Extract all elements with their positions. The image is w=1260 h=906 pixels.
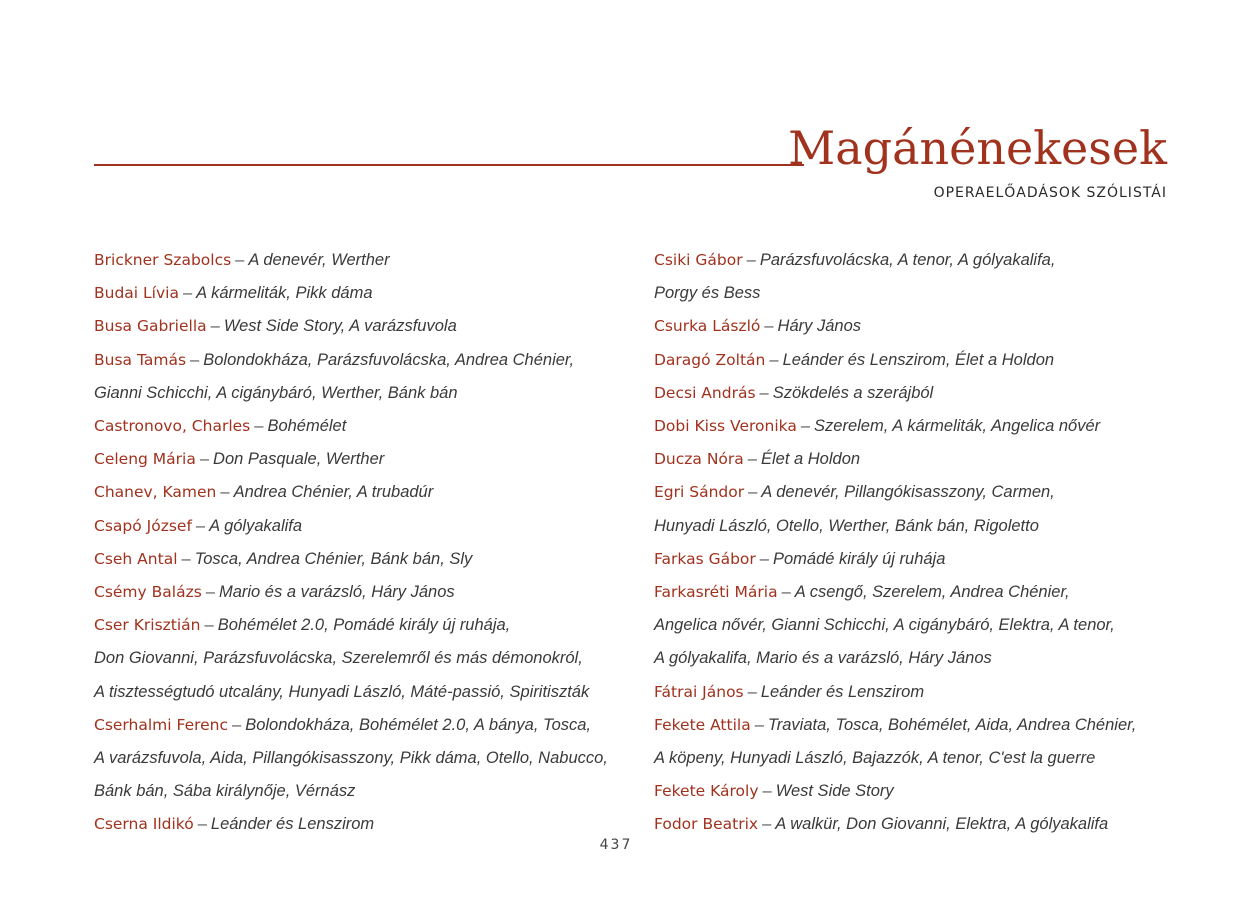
separator-dash: – xyxy=(204,616,214,635)
separator-dash: – xyxy=(747,450,757,469)
list-item xyxy=(94,709,624,742)
works-list: Porgy és Bess xyxy=(654,284,761,303)
list-item xyxy=(654,709,1174,742)
singer-name: Busa Tamás xyxy=(94,350,187,369)
separator-dash: – xyxy=(759,549,769,568)
works-list: Hunyadi László, Otello, Werther, Bánk bán, Rigoletto xyxy=(654,516,1039,535)
separator-dash: – xyxy=(781,583,791,602)
singer-name: Ducza Nóra xyxy=(654,450,744,469)
list-item xyxy=(94,543,624,576)
list-item xyxy=(94,476,624,509)
list-item xyxy=(654,476,1174,509)
separator-dash: – xyxy=(747,682,757,701)
singer-name: Busa Gabriella xyxy=(94,317,207,336)
singer-name: Brickner Szabolcs xyxy=(94,251,232,269)
list-item xyxy=(654,543,1174,576)
list-item xyxy=(94,277,624,310)
list-item xyxy=(654,310,1174,343)
works-list: Angelica nővér, Gianni Schicchi, A cigánybáró, Elektra, A tenor, xyxy=(654,616,1115,635)
separator-dash: – xyxy=(254,417,264,436)
works-list: Don Giovanni, Parázsfuvolácska, Szerelemről és más démonokról, xyxy=(94,649,583,668)
list-item xyxy=(94,377,624,410)
works-list: West Side Story, A varázsfuvola xyxy=(223,317,457,336)
list-item xyxy=(654,609,1174,642)
works-list: Tosca, Andrea Chénier, Bánk bán, Sly xyxy=(194,549,473,568)
list-item xyxy=(654,775,1174,808)
singer-name: Fátrai János xyxy=(654,682,744,701)
singer-name: Farkasréti Mária xyxy=(654,583,778,602)
singer-name: Csémy Balázs xyxy=(94,583,202,602)
list-item xyxy=(94,576,624,609)
separator-dash: – xyxy=(181,549,191,568)
singer-name: Celeng Mária xyxy=(94,450,196,469)
works-list: Háry János xyxy=(777,317,861,336)
separator-dash: – xyxy=(199,450,210,469)
list-item xyxy=(654,576,1174,609)
page-subtitle: OPERAELŐADÁSOK SZÓLISTÁI xyxy=(933,185,1167,201)
separator-dash: – xyxy=(746,251,756,269)
singer-name: Csapó József xyxy=(94,516,192,535)
list-item xyxy=(94,510,624,543)
list-item xyxy=(94,775,624,808)
works-list: Parázsfuvolácska, A tenor, A gólyakalifa, xyxy=(759,251,1056,269)
works-list: A walkür, Don Giovanni, Elektra, A gólyakalifa xyxy=(775,815,1109,834)
separator-dash: – xyxy=(762,782,772,801)
works-list: Szökdelés a szerájból xyxy=(772,383,934,402)
separator-dash: – xyxy=(759,383,769,402)
works-list: Bolondokháza, Bohémélet 2.0, A bánya, Tosca, xyxy=(245,715,592,734)
singer-name: Egri Sándor xyxy=(654,483,745,502)
list-item xyxy=(654,443,1174,476)
singer-name: Daragó Zoltán xyxy=(654,350,766,369)
works-list: Pomádé király új ruhája xyxy=(772,549,946,568)
works-list: A gólyakalifa, Mario és a varázsló, Háry János xyxy=(654,649,992,668)
works-list: Szerelem, A kármeliták, Angelica nővér xyxy=(814,417,1101,436)
singer-name: Farkas Gábor xyxy=(654,549,756,568)
separator-dash: – xyxy=(190,350,200,369)
list-item xyxy=(94,642,624,675)
works-list: Andrea Chénier, A trubadúr xyxy=(233,483,434,502)
works-list: Mario és a varázsló, Háry János xyxy=(218,583,455,602)
works-list: A denevér, Pillangókisasszony, Carmen, xyxy=(761,483,1055,502)
singer-name: Chanev, Kamen xyxy=(94,483,217,502)
singer-name: Cseh Antal xyxy=(94,549,178,568)
works-list: West Side Story xyxy=(775,782,894,801)
works-list: A gólyakalifa xyxy=(209,516,303,535)
separator-dash: – xyxy=(195,516,206,535)
singer-name: Fodor Beatrix xyxy=(654,815,759,834)
page-number: 437 xyxy=(599,837,633,853)
singer-name: Dobi Kiss Veronika xyxy=(654,417,797,436)
works-list: A köpeny, Hunyadi László, Bajazzók, A tenor, C'est la guerre xyxy=(654,749,1096,768)
list-item xyxy=(654,410,1174,443)
works-list: A csengő, Szerelem, Andrea Chénier, xyxy=(794,583,1070,602)
list-item xyxy=(654,377,1174,410)
list-item xyxy=(654,676,1174,709)
list-item xyxy=(654,344,1174,377)
list-item xyxy=(654,244,1174,277)
works-list: Bohémélet xyxy=(267,417,347,436)
singer-name: Csiki Gábor xyxy=(654,251,743,269)
works-list: Leánder és Lenszirom xyxy=(760,682,925,701)
left-column xyxy=(94,244,624,842)
works-list: Élet a Holdon xyxy=(760,450,861,469)
list-item xyxy=(654,642,1174,675)
separator-dash: – xyxy=(205,583,215,602)
works-list: A denevér, Werther xyxy=(248,251,390,269)
separator-dash: – xyxy=(748,483,758,502)
singer-name: Cserhalmi Ferenc xyxy=(94,715,229,734)
list-item xyxy=(94,742,624,775)
list-item xyxy=(94,410,624,443)
separator-dash: – xyxy=(235,251,245,269)
separator-dash: – xyxy=(764,317,774,336)
list-item xyxy=(94,676,624,709)
separator-dash: – xyxy=(769,350,779,369)
list-item xyxy=(94,344,624,377)
header-rule xyxy=(94,164,804,166)
separator-dash: – xyxy=(762,815,772,834)
list-item xyxy=(94,609,624,642)
list-item xyxy=(94,310,624,343)
separator-dash: – xyxy=(232,715,242,734)
works-list: A varázsfuvola, Aida, Pillangókisasszony, Pikk dáma, Otello, Nabucco, xyxy=(94,749,608,768)
page-title: Magánénekesek xyxy=(788,121,1167,175)
singer-name: Decsi András xyxy=(654,383,756,402)
separator-dash: – xyxy=(197,815,207,834)
works-list: Gianni Schicchi, A cigánybáró, Werther, Bánk bán xyxy=(94,383,458,402)
list-item xyxy=(654,742,1174,775)
singer-name: Cser Krisztián xyxy=(94,616,201,635)
works-list: Leánder és Lenszirom, Élet a Holdon xyxy=(782,350,1055,369)
singer-name: Castronovo, Charles xyxy=(94,417,251,436)
separator-dash: – xyxy=(754,715,764,734)
works-list: A tisztességtudó utcalány, Hunyadi László, Máté-passió, Spiritiszták xyxy=(94,682,590,701)
singer-name: Fekete Károly xyxy=(654,782,759,801)
works-list: Traviata, Tosca, Bohémélet, Aida, Andrea Chénier, xyxy=(767,715,1137,734)
works-list: Don Pasquale, Werther xyxy=(213,450,385,469)
list-item xyxy=(654,277,1174,310)
works-list: Bolondokháza, Parázsfuvolácska, Andrea Chénier, xyxy=(203,350,575,369)
list-item xyxy=(94,443,624,476)
works-list: Leánder és Lenszirom xyxy=(210,815,375,834)
list-item xyxy=(654,510,1174,543)
singer-name: Cserna Ildikó xyxy=(94,815,194,834)
singer-name: Fekete Attila xyxy=(654,715,751,734)
works-list: Bánk bán, Sába királynője, Vérnász xyxy=(94,782,356,801)
works-list: Bohémélet 2.0, Pomádé király új ruhája, xyxy=(217,616,511,635)
singer-name: Budai Lívia xyxy=(94,284,179,303)
separator-dash: – xyxy=(210,317,220,336)
singer-name: Csurka László xyxy=(654,317,761,336)
works-list: A kármeliták, Pikk dáma xyxy=(196,284,373,303)
separator-dash: – xyxy=(800,417,811,436)
separator-dash: – xyxy=(220,483,230,502)
list-item xyxy=(94,244,624,277)
separator-dash: – xyxy=(182,284,193,303)
right-column xyxy=(654,244,1174,842)
